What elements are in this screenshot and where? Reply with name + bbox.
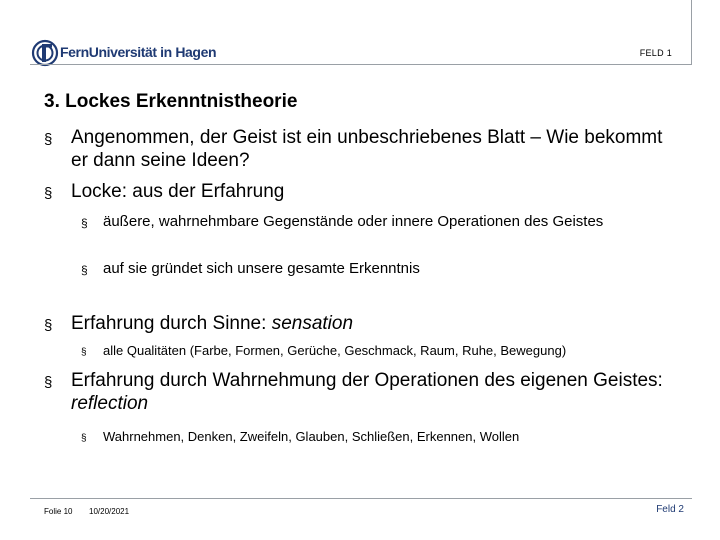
- footer-divider: [30, 498, 692, 499]
- bullet-item: [44, 180, 684, 203]
- bullet-text-prefix: Erfahrung durch Sinne:: [71, 313, 272, 334]
- bullet-marker: §: [81, 216, 88, 230]
- bullet-item: [44, 312, 684, 335]
- sub-bullet-item: [81, 212, 671, 231]
- footer-date: 10/20/2021: [89, 507, 130, 516]
- bullet-item: [44, 369, 684, 415]
- bullet-marker: §: [44, 317, 53, 334]
- bullet-text: [71, 369, 684, 415]
- footer-right-label: Feld 2: [656, 504, 684, 515]
- header-divider: [30, 64, 692, 65]
- bullet-marker: §: [44, 131, 53, 148]
- footer-slide-number: Folie 10: [44, 507, 73, 516]
- header-corner-line: [691, 0, 692, 64]
- bullet-text: [71, 312, 684, 335]
- sub-bullet-text: alle Qualitäten (Farbe, Formen, Gerüche, Geschmack, Raum, Ruhe, Bewegung): [103, 343, 567, 358]
- bullet-text: Angenommen, der Geist ist ein unbeschriebenes Blatt – Wie bekommt er dann seine Ideen?: [71, 127, 663, 171]
- slide-title: 3. Lockes Erkenntnistheorie: [44, 91, 298, 112]
- bullet-emphasis: sensation: [271, 313, 354, 334]
- header-label: FELD 1: [639, 48, 672, 58]
- bullet-marker: §: [44, 185, 53, 202]
- bullet-marker: §: [44, 374, 53, 391]
- sub-bullet-item: [81, 342, 691, 359]
- sub-bullet-item: [81, 428, 691, 445]
- university-logo-text: FernUniversität in Hagen: [60, 44, 217, 60]
- bullet-item: [44, 126, 684, 172]
- bullet-text-prefix: Erfahrung durch Wahrnehmung der Operationen des eigenen Geistes:: [71, 370, 663, 391]
- bullet-text: Locke: aus der Erfahrung: [71, 181, 285, 202]
- sub-bullet-text: auf sie gründet sich unsere gesamte Erkenntnis: [103, 260, 420, 277]
- bullet-marker: §: [81, 433, 87, 444]
- bullet-emphasis: reflection: [71, 393, 149, 414]
- sub-bullet-text: äußere, wahrnehmbare Gegenstände oder innere Operationen des Geistes: [103, 213, 604, 230]
- bullet-marker: §: [81, 347, 87, 358]
- bullet-marker: §: [81, 263, 88, 277]
- sub-bullet-text: Wahrnehmen, Denken, Zweifeln, Glauben, Schließen, Erkennen, Wollen: [103, 429, 520, 444]
- sub-bullet-item: [81, 259, 671, 278]
